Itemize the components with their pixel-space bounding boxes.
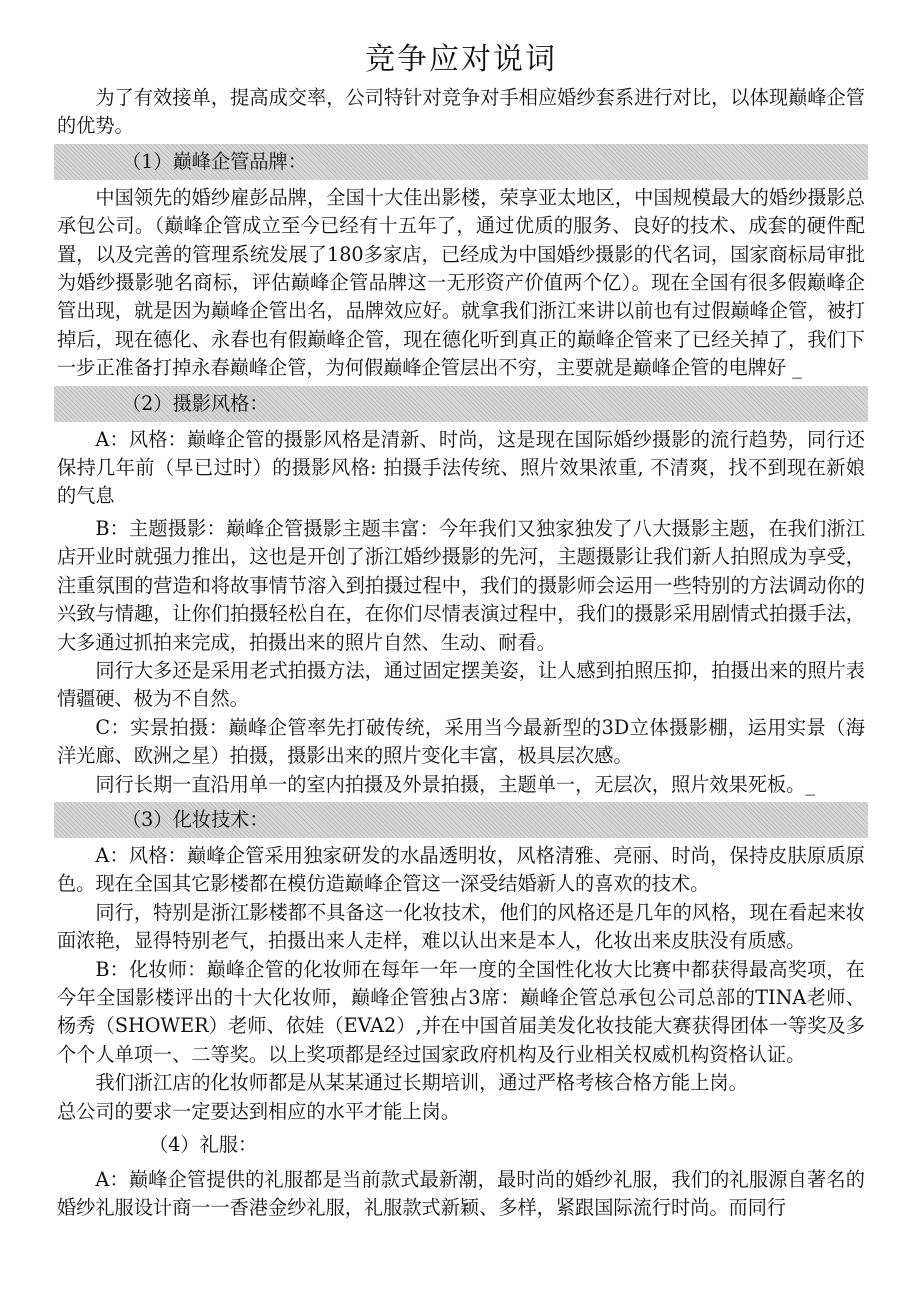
section-heading-makeup: （3）化妆技术： — [54, 802, 868, 838]
photo-style-paragraph-b: B：主题摄影：巅峰企管摄影主题丰富：今年我们又独家独发了八大摄影主题，在我们浙江店开业时就强力推出，这也是开创了浙江婚纱摄影的先河，主题摄影让我们新人拍照成为享受，注重氛围的营造和将故事情节溶入到拍摄过程中，我们的摄影师会运用一些特别的方法调动你的兴致与情趣，让你们拍摄轻松自在，在你们尽情表演过程中，我们的摄影采用剧情式拍摄手法，大多通过抓拍来完成，拍摄出来的照片自然、生动、耐看。 — [57, 516, 865, 654]
makeup-paragraph-training: 我们浙江店的化妆师都是从某某通过长期培训，通过严格考核合格方能上岗。 — [95, 1071, 748, 1095]
section-heading-photo-style: （2）摄影风格： — [54, 386, 868, 422]
section-heading-gowns: （4）礼服： — [149, 1133, 258, 1156]
brand-paragraph: 中国领先的婚纱雇彭品牌，全国十大佳出影楼，荣享亚太地区，中国规模最大的婚纱摄影总承包公司。（巅峰企管成立至今已经有十五年了，通过优质的服务、良好的技术、成套的硬件配置，以及完善的管理系统发展了180多家店，已经成为中国婚纱摄影的代名词，国家商标局审批为婚纱摄影驰名商标，评估巅峰企管品牌这一无形资产价值两个亿）。现在全国有很多假巅峰企管出现，就是因为巅峰企管出名，品牌效应好。就拿我们浙江来讲以前也有过假巅峰企管，被打掉后，现在德化、永春也有假巅峰企管，现在德化听到真正的巅峰企管来了已经关掉了，我们下一步正准备打掉永春巅峰企管，为何假巅峰企管层出不穷，主要就是巅峰企管的电牌好 _ — [57, 185, 865, 380]
photo-style-paragraph-peers-2: 同行长期一直沿用单一的室内拍摄及外景拍摄，主题单一，无层次，照片效果死板。_ — [95, 772, 815, 796]
photo-style-paragraph-peers: 同行大多还是采用老式拍摄方法，通过固定摆美姿，让人感到拍照压抑，拍摄出来的照片表情疆硬、极为不自然。 — [57, 658, 865, 711]
makeup-paragraph-peers: 同行，特别是浙江影楼都不具备这一化妆技术，他们的风格还是几年的风格，现在看起来妆面浓艳，显得特别老气，拍摄出来人走样，难以认出来是本人，化妆出来皮肤没有质感。 — [57, 900, 865, 953]
photo-style-paragraph-c: C：实景拍摄：巅峰企管率先打破传统，采用当今最新型的3D立体摄影棚，运用实景（海洋光廊、欧洲之星）拍摄，摄影出来的照片变化丰富，极具层次感。 — [57, 715, 865, 768]
makeup-paragraph-b: B：化妆师：巅峰企管的化妆师在每年一年一度的全国性化妆大比赛中都获得最高奖项，在今年全国影楼评出的十大化妆师，巅峰企管独占3席：巅峰企管总承包公司总部的TINA老师、杨秀（SHOWER）老师、依娃（EVA2）,并在中国首届美发化妆技能大赛获得团体一等奖及多个个人单项一、二等奖。以上奖项都是经过国家政府机构及行业相关权威机构资格认证。 — [57, 957, 865, 1066]
section-heading-brand: （1）巅峰企管品牌： — [54, 144, 868, 180]
photo-style-paragraph-a: A：风格：巅峰企管的摄影风格是清新、时尚，这是现在国际婚纱摄影的流行趋势，同行还保持几年前（早已过时）的摄影风格: 拍摄手法传统、照片效果浓重, 不清爽，找不到现在新娘的气息 — [57, 427, 865, 508]
makeup-paragraph-a: A：风格：巅峰企管采用独家研发的水晶透明妆，风格清雅、亮丽、时尚，保持皮肤原质原色。现在全国其它影楼都在模仿造巅峰企管这一深受结婚新人的喜欢的技术。 — [57, 843, 865, 896]
makeup-paragraph-requirement: 总公司的要求一定要达到相应的水平才能上岗。 — [57, 1099, 460, 1123]
gowns-paragraph-a: A：巅峰企管提供的礼服都是当前款式最新潮，最时尚的婚纱礼服，我们的礼服源自著名的婚纱礼服设计商一一香港金纱礼服，礼服款式新颖、多样，紧跟国际流行时尚。而同行 — [57, 1168, 865, 1220]
page-title: 竞争应对说词 — [365, 42, 557, 77]
intro-paragraph: 为了有效接单，提高成交率，公司特针对竞争对手相应婚纱套系进行对比，以体现巅峰企管的优势。 — [57, 86, 865, 138]
